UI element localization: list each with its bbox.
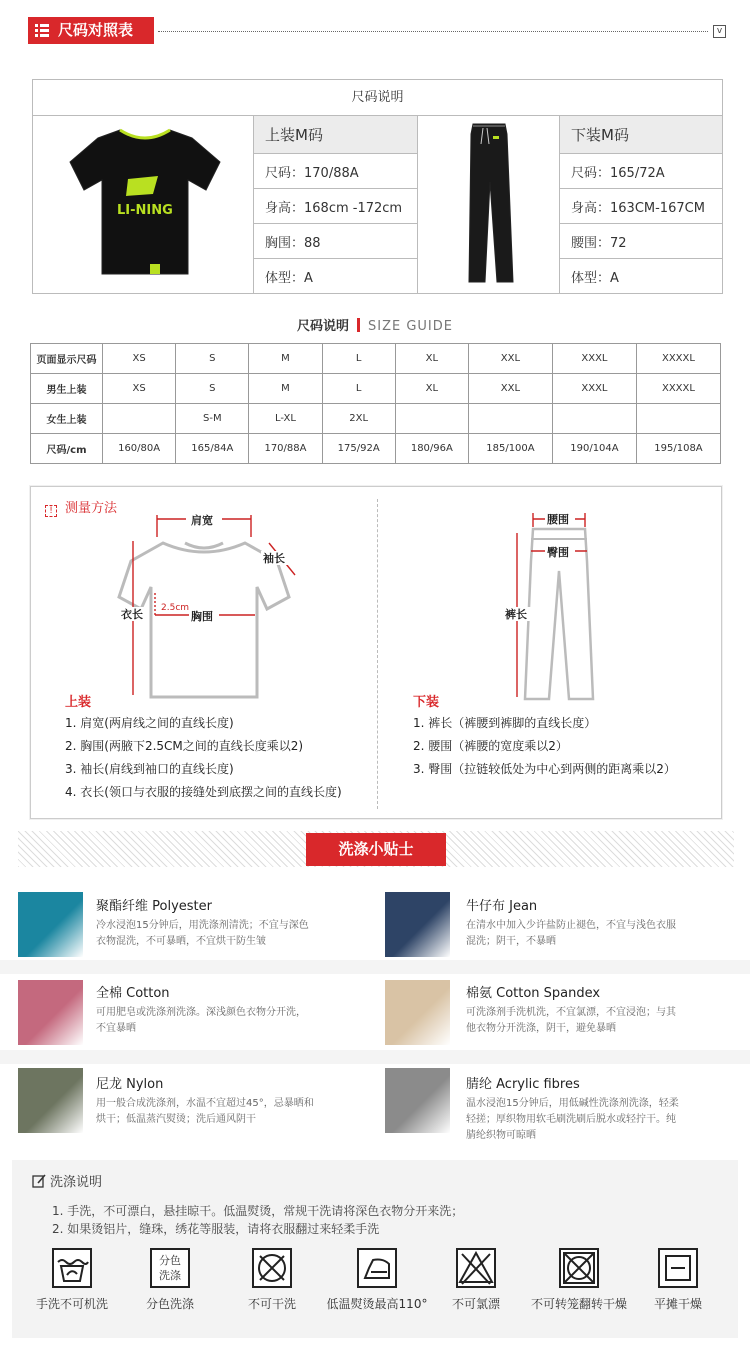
fabric-swatch-polyester	[18, 892, 83, 957]
header-title: 尺码对照表	[58, 21, 134, 39]
fabric-name: 尼龙 Nylon	[96, 1077, 164, 1092]
fabric-name: 全棉 Cotton	[96, 986, 170, 1001]
size-guide-table	[30, 343, 721, 464]
size-cell: XXXXL	[636, 344, 720, 374]
fabric-name: 牛仔布 Jean	[466, 899, 538, 914]
size-row-header: 女生上装	[31, 404, 103, 434]
size-row	[31, 404, 721, 434]
no-dry-clean-icon	[252, 1248, 292, 1288]
size-cell: L	[322, 344, 395, 374]
bottom-size-row: 身高：163CM-167CM	[560, 189, 722, 224]
size-cell	[468, 404, 552, 434]
size-cell	[103, 404, 176, 434]
chevron-down-icon[interactable]: v	[713, 25, 726, 38]
size-cell: 190/104A	[552, 434, 636, 464]
alert-icon: !	[45, 505, 57, 517]
size-cell: XXXXL	[636, 374, 720, 404]
size-cell: 195/108A	[636, 434, 720, 464]
shirt-logo: LI-NING	[117, 203, 173, 218]
fabric-name: 聚酯纤维 Polyester	[96, 899, 212, 914]
wash-icon-label: 不可转笼翻转干燥	[530, 1297, 627, 1311]
fabric-swatch-cotton	[18, 980, 83, 1045]
model-size-box	[32, 79, 723, 294]
size-cell: XXL	[468, 374, 552, 404]
fabric-desc: 可用肥皂或洗涤剂洗涤。深浅颜色衣物分开洗， 不宜暴晒	[96, 1007, 306, 1034]
size-row-header: 页面显示尺码	[31, 344, 103, 374]
top-measure-item: 1. 肩宽(两肩线之间的直线长度)	[65, 716, 234, 730]
size-cell: XL	[395, 374, 468, 404]
size-row	[31, 344, 721, 374]
bottom-size-row: 腰围：72	[560, 224, 722, 259]
separate-wash-icon: 分色 洗涤	[150, 1248, 190, 1288]
size-guide-title: 尺码说明 SIZE GUIDE	[296, 319, 453, 334]
size-cell: L-XL	[249, 404, 322, 434]
no-tumble-dry-icon	[559, 1248, 599, 1288]
top-size-row: 胸围：88	[254, 224, 417, 259]
top-measure-item: 4. 衣长(领口与衣服的接缝处到底摆之间的直线长度)	[65, 785, 342, 799]
size-cell: 170/88A	[249, 434, 322, 464]
size-cell: M	[249, 344, 322, 374]
pants-diagram	[501, 511, 621, 706]
fabric-desc: 可洗涤剂手洗机洗，不宜氯漂，不宜浸泡；与其 他衣物分开洗涤，阴干，避免暴晒	[466, 1007, 676, 1034]
size-cell: S	[176, 344, 249, 374]
fabric-swatch-acrylic	[385, 1068, 450, 1133]
size-cell: 185/100A	[468, 434, 552, 464]
size-cell: 175/92A	[322, 434, 395, 464]
measurement-guide	[30, 486, 722, 819]
size-row	[31, 374, 721, 404]
size-cell: 165/84A	[176, 434, 249, 464]
model-box-title: 尺码说明	[33, 80, 722, 116]
wash-instructions-title: 洗涤说明	[32, 1171, 102, 1190]
wash-instruction-line: 2. 如果烫铝片，缝珠，绣花等服装，请将衣服翻过来轻柔手洗	[52, 1222, 380, 1236]
hand-wash-icon	[52, 1248, 92, 1288]
divider	[0, 960, 750, 974]
fabric-name: 棉氨 Cotton Spandex	[466, 986, 601, 1001]
top-size-row: 尺码：170/88A	[254, 154, 417, 189]
top-size-row: 身高：168cm -172cm	[254, 189, 417, 224]
flat-dry-icon	[658, 1248, 698, 1288]
waist-label: 腰围	[547, 513, 569, 526]
size-cell: S	[176, 374, 249, 404]
size-cell: S-M	[176, 404, 249, 434]
bottom-measure-item: 3. 臀围（拉链较低处为中心到两侧的距离乘以2）	[413, 762, 676, 776]
list-icon	[35, 24, 49, 37]
section-header-size-chart	[28, 17, 154, 44]
wash-icon-label: 不可干洗	[247, 1297, 296, 1311]
size-row	[31, 434, 721, 464]
bottom-measure-item: 2. 腰围（裤腰的宽度乘以2）	[413, 739, 568, 753]
low-iron-icon	[357, 1248, 397, 1288]
fabric-desc: 用一般合成洗涤剂，水温不宜超过45°，忌暴晒和 烘干；低温蒸汽熨烫；洗后通风阴干	[96, 1098, 314, 1125]
wash-icon-label: 平摊干燥	[653, 1297, 702, 1311]
wash-instruction-line: 1. 手洗，不可漂白，悬挂晾干。低温熨烫，常规干洗请将深色衣物分开来洗；	[52, 1204, 464, 1218]
fabric-name: 腈纶 Acrylic fibres	[466, 1077, 580, 1092]
size-cell: XS	[103, 374, 176, 404]
size-cell: L	[322, 374, 395, 404]
bottom-measure-heading: 下装	[413, 695, 440, 710]
fabric-swatch-jean	[385, 892, 450, 957]
top-measure-item: 2. 胸围(两腋下2.5CM之间的直线长度乘以2)	[65, 739, 304, 753]
wash-icon-label: 分色洗涤	[145, 1297, 194, 1311]
fabric-swatch-nylon	[18, 1068, 83, 1133]
size-cell: M	[249, 374, 322, 404]
pants-length-label: 裤长	[505, 608, 527, 621]
shoulder-label: 肩宽	[191, 514, 213, 527]
size-cell: XXXL	[552, 344, 636, 374]
no-bleach-icon	[456, 1248, 496, 1288]
fabric-desc: 冷水浸泡15分钟后，用洗涤剂清洗；不宜与深色 衣物混洗，不可暴晒，不宜烘干防生皱	[96, 920, 309, 947]
bottom-size-row: 尺码：165/72A	[560, 154, 722, 189]
size-cell	[636, 404, 720, 434]
length-label: 衣长	[121, 608, 143, 621]
tshirt-image	[68, 124, 223, 284]
header-divider	[158, 31, 708, 32]
size-row-header: 尺码/cm	[31, 434, 103, 464]
size-cell	[395, 404, 468, 434]
size-cell	[552, 404, 636, 434]
wash-icon-label: 不可氯漂	[451, 1297, 500, 1311]
edit-icon	[32, 1174, 46, 1188]
size-cell: XL	[395, 344, 468, 374]
offset-label: 2.5cm	[161, 603, 190, 613]
shirt-diagram	[111, 513, 311, 703]
fabric-desc: 在清水中加入少许盐防止褪色，不宜与浅色衣服 混洗；阴干，不暴晒	[466, 920, 676, 947]
size-cell: XS	[103, 344, 176, 374]
top-size-heading: 上装M码	[254, 116, 417, 154]
pants-image	[461, 122, 521, 287]
wash-icon-label: 低温熨烫最高110°	[326, 1297, 428, 1311]
bottom-size-row: 体型：A	[571, 270, 619, 286]
size-cell: 160/80A	[103, 434, 176, 464]
fabric-swatch-cotton-spandex	[385, 980, 450, 1045]
bottom-size-heading: 下装M码	[560, 116, 722, 154]
size-cell: 2XL	[322, 404, 395, 434]
wash-tips-title: 洗涤小贴士	[306, 833, 446, 866]
top-size-row: 体型：A	[265, 270, 313, 286]
divider	[0, 1050, 750, 1064]
size-cell: XXL	[468, 344, 552, 374]
chest-label: 胸围	[191, 610, 213, 623]
top-measure-heading: 上装	[65, 695, 92, 710]
hip-label: 臀围	[547, 546, 569, 559]
fabric-desc: 温水浸泡15分钟后，用低碱性洗涤剂洗涤，轻柔 轻搓；厚织物用软毛刷洗刷后脱水或轻拧干。纯 腈纶织物可晾晒	[466, 1098, 679, 1141]
size-row-header: 男生上装	[31, 374, 103, 404]
size-cell: XXXL	[552, 374, 636, 404]
size-cell: 180/96A	[395, 434, 468, 464]
bottom-measure-item: 1. 裤长（裤腰到裤脚的直线长度）	[413, 716, 597, 730]
wash-icon-label: 手洗不可机洗	[35, 1297, 108, 1311]
measure-heading: ! 测量方法	[45, 497, 117, 517]
top-measure-item: 3. 袖长(肩线到袖口的直线长度)	[65, 762, 234, 776]
sleeve-label: 袖长	[263, 552, 285, 565]
